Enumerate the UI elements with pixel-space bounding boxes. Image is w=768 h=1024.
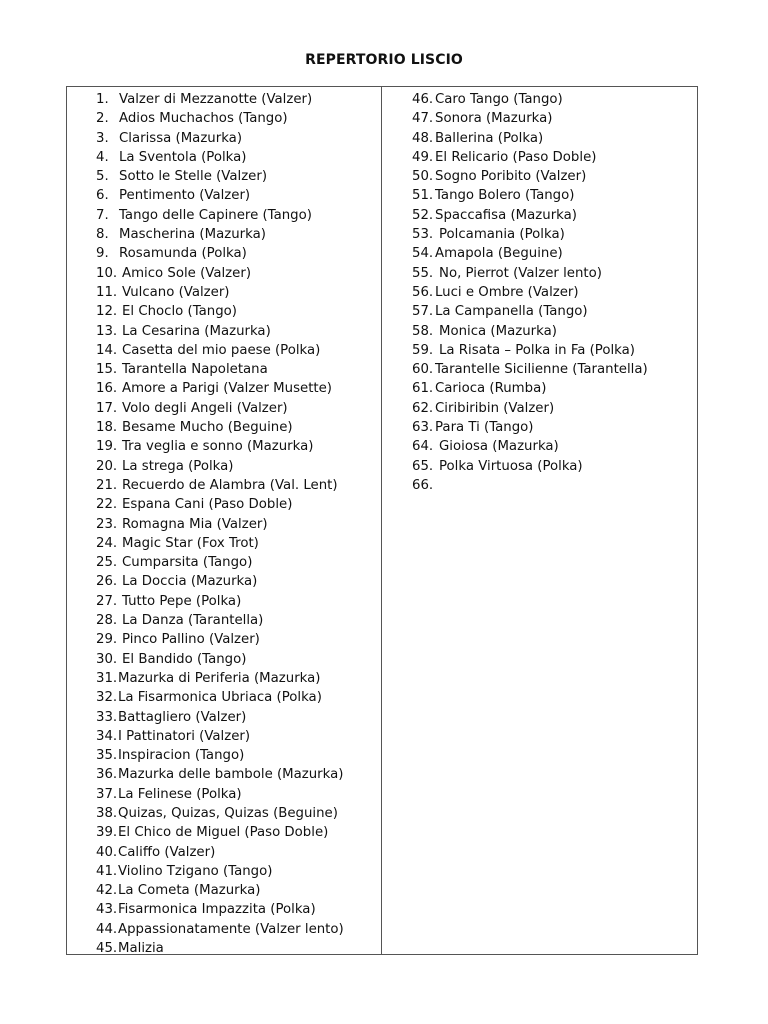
list-item <box>412 148 694 167</box>
item-number: 47. <box>412 111 434 127</box>
list-item <box>412 167 694 186</box>
item-number: 36. <box>96 767 118 783</box>
list-item <box>96 148 378 167</box>
song-title: Vulcano (Valzer) <box>122 284 230 300</box>
list-item <box>96 534 378 553</box>
song-title: Pinco Pallino (Valzer) <box>122 632 260 648</box>
list-item <box>412 418 694 437</box>
song-title: Caro Tango (Tango) <box>435 92 563 107</box>
item-number: 2. <box>96 111 109 127</box>
item-number: 45. <box>96 941 118 957</box>
song-title: Ciribiribin (Valzer) <box>435 400 555 416</box>
list-item <box>412 476 694 495</box>
item-number: 54. <box>412 246 434 262</box>
list-item <box>412 457 694 476</box>
list-item <box>96 630 378 649</box>
song-title: El Relicario (Paso Doble) <box>435 149 597 165</box>
song-title: Tarantelle Sicilienne (Tarantella) <box>435 362 648 378</box>
list-item <box>96 785 378 804</box>
song-title: Spaccafisa (Mazurka) <box>435 207 577 223</box>
list-item <box>96 823 378 842</box>
song-title: La Cesarina (Mazurka) <box>122 323 271 339</box>
item-number: 44. <box>96 921 118 937</box>
song-title: Romagna Mia (Valzer) <box>122 516 268 532</box>
item-number: 55. <box>412 265 434 281</box>
item-number: 29. <box>96 632 118 648</box>
item-number: 66. <box>412 477 434 493</box>
item-number: 46. <box>412 92 434 107</box>
item-number: 4. <box>96 149 109 165</box>
list-item <box>96 746 378 765</box>
song-title: Pentimento (Valzer) <box>119 188 251 204</box>
list-item <box>412 264 694 283</box>
song-title: Tutto Pepe (Polka) <box>122 593 242 609</box>
item-number: 53. <box>412 227 434 243</box>
item-number: 64. <box>412 439 434 455</box>
list-item <box>96 862 378 881</box>
item-number: 15. <box>96 362 118 378</box>
list-item <box>96 611 378 630</box>
list-item <box>96 283 378 302</box>
item-number: 41. <box>96 863 118 879</box>
item-number: 21. <box>96 477 118 493</box>
item-number: 3. <box>96 130 109 146</box>
list-item <box>96 727 378 746</box>
item-number: 8. <box>96 227 109 243</box>
song-title: Luci e Ombre (Valzer) <box>435 284 579 300</box>
list-item <box>96 804 378 823</box>
list-item <box>96 418 378 437</box>
item-number: 52. <box>412 207 434 223</box>
song-title: No, Pierrot (Valzer lento) <box>439 265 602 281</box>
item-number: 51. <box>412 188 434 204</box>
left-column-list <box>96 90 378 958</box>
list-item <box>96 264 378 283</box>
song-title: Besame Mucho (Beguine) <box>122 420 293 436</box>
item-number: 28. <box>96 613 118 629</box>
item-number: 56. <box>412 284 434 300</box>
song-title: Califfo (Valzer) <box>118 844 216 860</box>
song-title: El Chico de Miguel (Paso Doble) <box>118 825 329 841</box>
song-title: La Cometa (Mazurka) <box>118 883 261 899</box>
song-title: Volo degli Angeli (Valzer) <box>122 400 288 416</box>
song-title: Sonora (Mazurka) <box>435 111 553 127</box>
song-title: El Choclo (Tango) <box>122 304 237 320</box>
song-title: Para Ti (Tango) <box>435 420 534 436</box>
song-title: Gioiosa (Mazurka) <box>439 439 559 455</box>
song-title: Polka Virtuosa (Polka) <box>439 458 583 474</box>
song-title: La Fisarmonica Ubriaca (Polka) <box>118 690 322 706</box>
song-title: Polcamania (Polka) <box>439 227 565 243</box>
list-item <box>96 399 378 418</box>
song-title: Quizas, Quizas, Quizas (Beguine) <box>118 805 338 821</box>
item-number: 63. <box>412 420 434 436</box>
list-item <box>96 900 378 919</box>
list-item <box>96 341 378 360</box>
list-item <box>96 708 378 727</box>
item-number: 42. <box>96 883 118 899</box>
item-number: 7. <box>96 207 109 223</box>
song-title: Valzer di Mezzanotte (Valzer) <box>119 92 313 107</box>
list-item <box>96 765 378 784</box>
page-title: REPERTORIO LISCIO <box>305 52 463 68</box>
song-title: Fisarmonica Impazzita (Polka) <box>118 902 316 918</box>
list-item <box>96 379 378 398</box>
item-number: 62. <box>412 400 434 416</box>
song-title: Amico Sole (Valzer) <box>122 265 252 281</box>
item-number: 18. <box>96 420 118 436</box>
list-item <box>96 669 378 688</box>
song-title: Magic Star (Fox Trot) <box>122 535 259 551</box>
item-number: 35. <box>96 748 118 764</box>
list-item <box>412 109 694 128</box>
item-number: 23. <box>96 516 118 532</box>
item-number: 61. <box>412 381 434 397</box>
song-title: Sotto le Stelle (Valzer) <box>119 169 268 185</box>
song-title: El Bandido (Tango) <box>122 651 247 667</box>
list-item <box>96 360 378 379</box>
item-number: 12. <box>96 304 118 320</box>
list-item <box>96 920 378 939</box>
song-title: Mascherina (Mazurka) <box>119 227 266 243</box>
song-title: Espana Cani (Paso Doble) <box>122 497 293 513</box>
item-number: 25. <box>96 555 118 571</box>
song-title: Sogno Poribito (Valzer) <box>435 169 587 185</box>
item-number: 32. <box>96 690 118 706</box>
item-number: 50. <box>412 169 434 185</box>
item-number: 40. <box>96 844 118 860</box>
list-item <box>96 225 378 244</box>
list-item <box>96 881 378 900</box>
song-title: La Risata – Polka in Fa (Polka) <box>439 342 635 358</box>
list-item <box>96 939 378 958</box>
item-number: 1. <box>96 92 109 107</box>
song-title: Rosamunda (Polka) <box>119 246 247 262</box>
list-item <box>96 476 378 495</box>
list-item <box>412 206 694 225</box>
item-number: 6. <box>96 188 109 204</box>
list-item <box>412 322 694 341</box>
song-title: Tango delle Capinere (Tango) <box>119 207 312 223</box>
song-title: Tra veglia e sonno (Mazurka) <box>122 439 314 455</box>
item-number: 30. <box>96 651 118 667</box>
item-number: 48. <box>412 130 434 146</box>
item-number: 19. <box>96 439 118 455</box>
song-title: Amore a Parigi (Valzer Musette) <box>122 381 332 397</box>
song-title: Tarantella Napoletana <box>122 362 268 378</box>
list-item <box>412 129 694 148</box>
song-title: La Sventola (Polka) <box>119 149 247 165</box>
list-item <box>96 244 378 263</box>
list-item <box>412 90 694 109</box>
song-title: Clarissa (Mazurka) <box>119 130 243 146</box>
item-number: 43. <box>96 902 118 918</box>
list-item <box>412 399 694 418</box>
list-item <box>412 360 694 379</box>
song-title: La Danza (Tarantella) <box>122 613 264 629</box>
song-title: La Felinese (Polka) <box>118 786 242 802</box>
song-title: Monica (Mazurka) <box>439 323 557 339</box>
song-title: Casetta del mio paese (Polka) <box>122 342 321 358</box>
item-number: 39. <box>96 825 118 841</box>
list-item <box>96 592 378 611</box>
song-title: Ballerina (Polka) <box>435 130 544 146</box>
item-number: 9. <box>96 246 109 262</box>
list-item <box>96 322 378 341</box>
item-number: 59. <box>412 342 434 358</box>
song-title: La Doccia (Mazurka) <box>122 574 258 590</box>
list-item <box>96 688 378 707</box>
item-number: 17. <box>96 400 118 416</box>
right-column-list <box>412 90 694 495</box>
list-item <box>96 650 378 669</box>
list-item <box>96 572 378 591</box>
item-number: 27. <box>96 593 118 609</box>
list-item <box>96 129 378 148</box>
list-item <box>96 302 378 321</box>
song-title: Tango Bolero (Tango) <box>435 188 575 204</box>
item-number: 22. <box>96 497 118 513</box>
item-number: 5. <box>96 169 109 185</box>
song-title: Mazurka delle bambole (Mazurka) <box>118 767 344 783</box>
list-item <box>412 437 694 456</box>
list-item <box>96 515 378 534</box>
list-item <box>96 206 378 225</box>
song-title: Inspiracion (Tango) <box>118 748 245 764</box>
item-number: 49. <box>412 149 434 165</box>
list-item <box>96 843 378 862</box>
list-item <box>412 283 694 302</box>
list-item <box>412 302 694 321</box>
list-item <box>96 186 378 205</box>
list-item <box>96 90 378 109</box>
song-title: Battagliero (Valzer) <box>118 709 247 725</box>
list-item <box>412 341 694 360</box>
item-number: 20. <box>96 458 118 474</box>
list-item <box>96 553 378 572</box>
song-title: Cumparsita (Tango) <box>122 555 253 571</box>
list-item <box>412 244 694 263</box>
list-item <box>412 379 694 398</box>
item-number: 11. <box>96 284 118 300</box>
column-divider <box>381 86 382 955</box>
list-item <box>96 167 378 186</box>
song-title: Carioca (Rumba) <box>435 381 547 397</box>
list-item <box>412 186 694 205</box>
item-number: 37. <box>96 786 118 802</box>
list-item <box>96 457 378 476</box>
song-title: Appassionatamente (Valzer lento) <box>118 921 344 937</box>
song-title: La Campanella (Tango) <box>435 304 588 320</box>
list-item <box>412 225 694 244</box>
item-number: 31. <box>96 670 118 686</box>
song-title: I Pattinatori (Valzer) <box>118 728 251 744</box>
item-number: 57. <box>412 304 434 320</box>
song-title: Malizia <box>118 941 164 957</box>
item-number: 33. <box>96 709 118 725</box>
song-title: Mazurka di Periferia (Mazurka) <box>118 670 321 686</box>
item-number: 14. <box>96 342 118 358</box>
song-title: Amapola (Beguine) <box>435 246 563 262</box>
item-number: 24. <box>96 535 118 551</box>
song-title: Violino Tzigano (Tango) <box>118 863 273 879</box>
item-number: 60. <box>412 362 434 378</box>
list-item <box>96 109 378 128</box>
item-number: 38. <box>96 805 118 821</box>
list-item <box>96 437 378 456</box>
item-number: 58. <box>412 323 434 339</box>
song-title: Adios Muchachos (Tango) <box>119 111 288 127</box>
item-number: 26. <box>96 574 118 590</box>
song-title: Recuerdo de Alambra (Val. Lent) <box>122 477 338 493</box>
item-number: 10. <box>96 265 118 281</box>
item-number: 65. <box>412 458 434 474</box>
item-number: 13. <box>96 323 118 339</box>
list-item <box>96 495 378 514</box>
item-number: 16. <box>96 381 118 397</box>
song-title: La strega (Polka) <box>122 458 234 474</box>
item-number: 34. <box>96 728 118 744</box>
